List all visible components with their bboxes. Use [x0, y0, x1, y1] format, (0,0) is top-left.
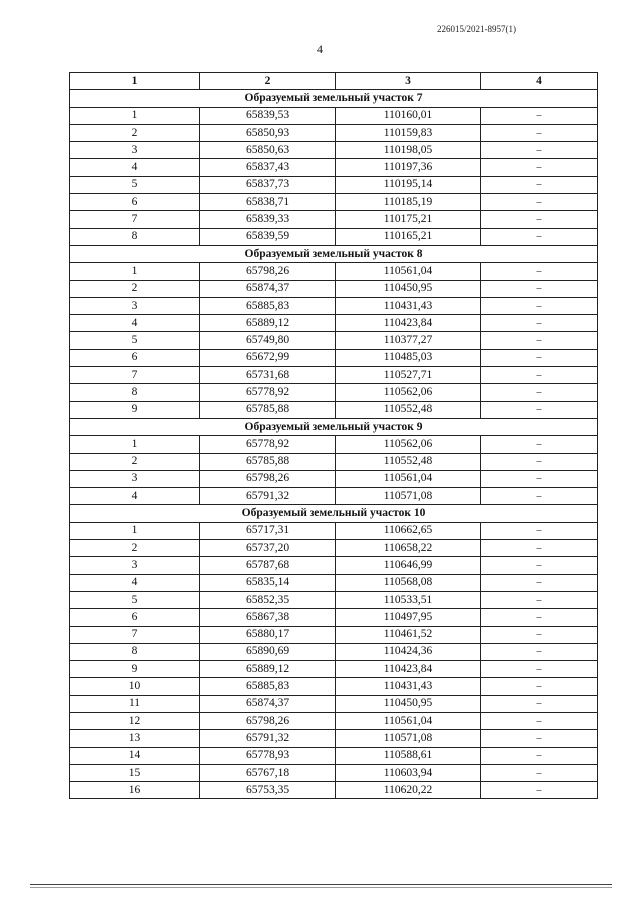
- table-row: [70, 401, 598, 418]
- table-row: [70, 730, 598, 747]
- point-number-cell: 1: [70, 522, 200, 539]
- section-title: Образуемый земельный участок 9: [70, 418, 598, 435]
- y-coordinate-cell: 110588,61: [336, 747, 481, 764]
- x-coordinate-cell: 65835,14: [200, 574, 336, 591]
- note-cell: –: [481, 678, 598, 695]
- x-coordinate-cell: 65839,33: [200, 211, 336, 228]
- table-row: [70, 747, 598, 764]
- column-header: 1: [70, 73, 200, 90]
- page-number: 4: [317, 42, 323, 56]
- note-cell: –: [481, 661, 598, 678]
- y-coordinate-cell: 110533,51: [336, 591, 481, 608]
- note-cell: –: [481, 436, 598, 453]
- x-coordinate-cell: 65785,88: [200, 453, 336, 470]
- point-number-cell: 4: [70, 159, 200, 176]
- table-row: [70, 107, 598, 124]
- y-coordinate-cell: 110603,94: [336, 764, 481, 781]
- point-number-cell: 12: [70, 712, 200, 729]
- note-cell: –: [481, 695, 598, 712]
- x-coordinate-cell: 65850,93: [200, 124, 336, 141]
- table-row: [70, 643, 598, 660]
- x-coordinate-cell: 65791,32: [200, 730, 336, 747]
- point-number-cell: 4: [70, 488, 200, 505]
- point-number-cell: 15: [70, 764, 200, 781]
- point-number-cell: 4: [70, 315, 200, 332]
- table-row: [70, 712, 598, 729]
- y-coordinate-cell: 110568,08: [336, 574, 481, 591]
- x-coordinate-cell: 65787,68: [200, 557, 336, 574]
- note-cell: –: [481, 712, 598, 729]
- x-coordinate-cell: 65837,43: [200, 159, 336, 176]
- point-number-cell: 9: [70, 661, 200, 678]
- point-number-cell: 9: [70, 401, 200, 418]
- point-number-cell: 1: [70, 436, 200, 453]
- y-coordinate-cell: 110450,95: [336, 695, 481, 712]
- y-coordinate-cell: 110658,22: [336, 540, 481, 557]
- note-cell: –: [481, 453, 598, 470]
- y-coordinate-cell: 110571,08: [336, 730, 481, 747]
- note-cell: –: [481, 211, 598, 228]
- y-coordinate-cell: 110646,99: [336, 557, 481, 574]
- note-cell: –: [481, 228, 598, 245]
- y-coordinate-cell: 110485,03: [336, 349, 481, 366]
- note-cell: –: [481, 107, 598, 124]
- y-coordinate-cell: 110561,04: [336, 470, 481, 487]
- x-coordinate-cell: 65839,53: [200, 107, 336, 124]
- y-coordinate-cell: 110561,04: [336, 263, 481, 280]
- note-cell: –: [481, 332, 598, 349]
- x-coordinate-cell: 65785,88: [200, 401, 336, 418]
- y-coordinate-cell: 110450,95: [336, 280, 481, 297]
- table-row: [70, 124, 598, 141]
- point-number-cell: 14: [70, 747, 200, 764]
- x-coordinate-cell: 65880,17: [200, 626, 336, 643]
- table-row: [70, 540, 598, 557]
- note-cell: –: [481, 764, 598, 781]
- note-cell: –: [481, 280, 598, 297]
- page-bottom-rule-secondary: [30, 887, 612, 888]
- y-coordinate-cell: 110165,21: [336, 228, 481, 245]
- x-coordinate-cell: 65798,26: [200, 470, 336, 487]
- y-coordinate-cell: 110620,22: [336, 782, 481, 799]
- coordinates-table-body: [70, 73, 598, 799]
- note-cell: –: [481, 349, 598, 366]
- x-coordinate-cell: 65874,37: [200, 280, 336, 297]
- y-coordinate-cell: 110562,06: [336, 436, 481, 453]
- section-title: Образуемый земельный участок 10: [70, 505, 598, 522]
- y-coordinate-cell: 110424,36: [336, 643, 481, 660]
- table-row: [70, 228, 598, 245]
- y-coordinate-cell: 110175,21: [336, 211, 481, 228]
- x-coordinate-cell: 65885,83: [200, 678, 336, 695]
- x-coordinate-cell: 65890,69: [200, 643, 336, 660]
- note-cell: –: [481, 574, 598, 591]
- x-coordinate-cell: 65885,83: [200, 297, 336, 314]
- y-coordinate-cell: 110197,36: [336, 159, 481, 176]
- table-row: [70, 315, 598, 332]
- y-coordinate-cell: 110423,84: [336, 315, 481, 332]
- y-coordinate-cell: 110160,01: [336, 107, 481, 124]
- table-row: [70, 626, 598, 643]
- x-coordinate-cell: 65717,31: [200, 522, 336, 539]
- note-cell: –: [481, 176, 598, 193]
- point-number-cell: 2: [70, 540, 200, 557]
- y-coordinate-cell: 110198,05: [336, 142, 481, 159]
- note-cell: –: [481, 730, 598, 747]
- y-coordinate-cell: 110561,04: [336, 712, 481, 729]
- y-coordinate-cell: 110431,43: [336, 297, 481, 314]
- x-coordinate-cell: 65889,12: [200, 661, 336, 678]
- note-cell: –: [481, 367, 598, 384]
- note-cell: –: [481, 263, 598, 280]
- note-cell: –: [481, 124, 598, 141]
- note-cell: –: [481, 470, 598, 487]
- note-cell: –: [481, 747, 598, 764]
- section-title: Образуемый земельный участок 8: [70, 245, 598, 262]
- x-coordinate-cell: 65778,92: [200, 436, 336, 453]
- coordinates-table: [69, 72, 598, 799]
- table-row: [70, 695, 598, 712]
- note-cell: –: [481, 626, 598, 643]
- point-number-cell: 7: [70, 626, 200, 643]
- point-number-cell: 3: [70, 142, 200, 159]
- table-row: [70, 782, 598, 799]
- point-number-cell: 6: [70, 349, 200, 366]
- table-header-row: [70, 73, 598, 90]
- section-title-row: [70, 505, 598, 522]
- x-coordinate-cell: 65867,38: [200, 609, 336, 626]
- y-coordinate-cell: 110185,19: [336, 194, 481, 211]
- column-header: 2: [200, 73, 336, 90]
- y-coordinate-cell: 110377,27: [336, 332, 481, 349]
- section-title-row: [70, 245, 598, 262]
- x-coordinate-cell: 65749,80: [200, 332, 336, 349]
- table-row: [70, 384, 598, 401]
- point-number-cell: 1: [70, 107, 200, 124]
- x-coordinate-cell: 65889,12: [200, 315, 336, 332]
- point-number-cell: 5: [70, 591, 200, 608]
- table-row: [70, 332, 598, 349]
- point-number-cell: 6: [70, 194, 200, 211]
- table-row: [70, 453, 598, 470]
- x-coordinate-cell: 65791,32: [200, 488, 336, 505]
- point-number-cell: 2: [70, 280, 200, 297]
- x-coordinate-cell: 65837,73: [200, 176, 336, 193]
- column-header: 3: [336, 73, 481, 90]
- y-coordinate-cell: 110423,84: [336, 661, 481, 678]
- note-cell: –: [481, 297, 598, 314]
- point-number-cell: 10: [70, 678, 200, 695]
- table-row: [70, 470, 598, 487]
- point-number-cell: 3: [70, 557, 200, 574]
- table-row: [70, 591, 598, 608]
- y-coordinate-cell: 110461,52: [336, 626, 481, 643]
- note-cell: –: [481, 384, 598, 401]
- table-row: [70, 436, 598, 453]
- point-number-cell: 3: [70, 297, 200, 314]
- document-reference: 226015/2021-8957(1): [437, 24, 516, 34]
- note-cell: –: [481, 643, 598, 660]
- x-coordinate-cell: 65852,35: [200, 591, 336, 608]
- x-coordinate-cell: 65778,92: [200, 384, 336, 401]
- note-cell: –: [481, 522, 598, 539]
- table-row: [70, 159, 598, 176]
- x-coordinate-cell: 65839,59: [200, 228, 336, 245]
- note-cell: –: [481, 401, 598, 418]
- point-number-cell: 1: [70, 263, 200, 280]
- section-title: Образуемый земельный участок 7: [70, 90, 598, 107]
- note-cell: –: [481, 540, 598, 557]
- table-row: [70, 661, 598, 678]
- point-number-cell: 13: [70, 730, 200, 747]
- x-coordinate-cell: 65850,63: [200, 142, 336, 159]
- x-coordinate-cell: 65778,93: [200, 747, 336, 764]
- note-cell: –: [481, 315, 598, 332]
- x-coordinate-cell: 65874,37: [200, 695, 336, 712]
- x-coordinate-cell: 65753,35: [200, 782, 336, 799]
- note-cell: –: [481, 591, 598, 608]
- section-title-row: [70, 418, 598, 435]
- page-bottom-rule: [30, 884, 612, 885]
- point-number-cell: 5: [70, 332, 200, 349]
- note-cell: –: [481, 488, 598, 505]
- point-number-cell: 16: [70, 782, 200, 799]
- table-row: [70, 176, 598, 193]
- note-cell: –: [481, 782, 598, 799]
- point-number-cell: 4: [70, 574, 200, 591]
- x-coordinate-cell: 65798,26: [200, 712, 336, 729]
- table-row: [70, 522, 598, 539]
- point-number-cell: 2: [70, 124, 200, 141]
- x-coordinate-cell: 65672,99: [200, 349, 336, 366]
- y-coordinate-cell: 110497,95: [336, 609, 481, 626]
- y-coordinate-cell: 110662,65: [336, 522, 481, 539]
- point-number-cell: 5: [70, 176, 200, 193]
- table-row: [70, 557, 598, 574]
- y-coordinate-cell: 110552,48: [336, 401, 481, 418]
- note-cell: –: [481, 159, 598, 176]
- point-number-cell: 2: [70, 453, 200, 470]
- table-row: [70, 297, 598, 314]
- x-coordinate-cell: 65731,68: [200, 367, 336, 384]
- section-title-row: [70, 90, 598, 107]
- point-number-cell: 8: [70, 228, 200, 245]
- table-row: [70, 764, 598, 781]
- point-number-cell: 7: [70, 367, 200, 384]
- table-row: [70, 678, 598, 695]
- y-coordinate-cell: 110552,48: [336, 453, 481, 470]
- y-coordinate-cell: 110431,43: [336, 678, 481, 695]
- table-row: [70, 367, 598, 384]
- y-coordinate-cell: 110562,06: [336, 384, 481, 401]
- column-header: 4: [481, 73, 598, 90]
- point-number-cell: 8: [70, 643, 200, 660]
- table-row: [70, 194, 598, 211]
- table-row: [70, 574, 598, 591]
- point-number-cell: 7: [70, 211, 200, 228]
- y-coordinate-cell: 110195,14: [336, 176, 481, 193]
- note-cell: –: [481, 557, 598, 574]
- y-coordinate-cell: 110571,08: [336, 488, 481, 505]
- point-number-cell: 11: [70, 695, 200, 712]
- table-row: [70, 263, 598, 280]
- note-cell: –: [481, 142, 598, 159]
- x-coordinate-cell: 65798,26: [200, 263, 336, 280]
- note-cell: –: [481, 194, 598, 211]
- table-row: [70, 142, 598, 159]
- table-row: [70, 609, 598, 626]
- x-coordinate-cell: 65838,71: [200, 194, 336, 211]
- x-coordinate-cell: 65767,18: [200, 764, 336, 781]
- y-coordinate-cell: 110527,71: [336, 367, 481, 384]
- point-number-cell: 8: [70, 384, 200, 401]
- table-row: [70, 211, 598, 228]
- y-coordinate-cell: 110159,83: [336, 124, 481, 141]
- table-row: [70, 488, 598, 505]
- point-number-cell: 3: [70, 470, 200, 487]
- table-row: [70, 349, 598, 366]
- table-row: [70, 280, 598, 297]
- note-cell: –: [481, 609, 598, 626]
- x-coordinate-cell: 65737,20: [200, 540, 336, 557]
- point-number-cell: 6: [70, 609, 200, 626]
